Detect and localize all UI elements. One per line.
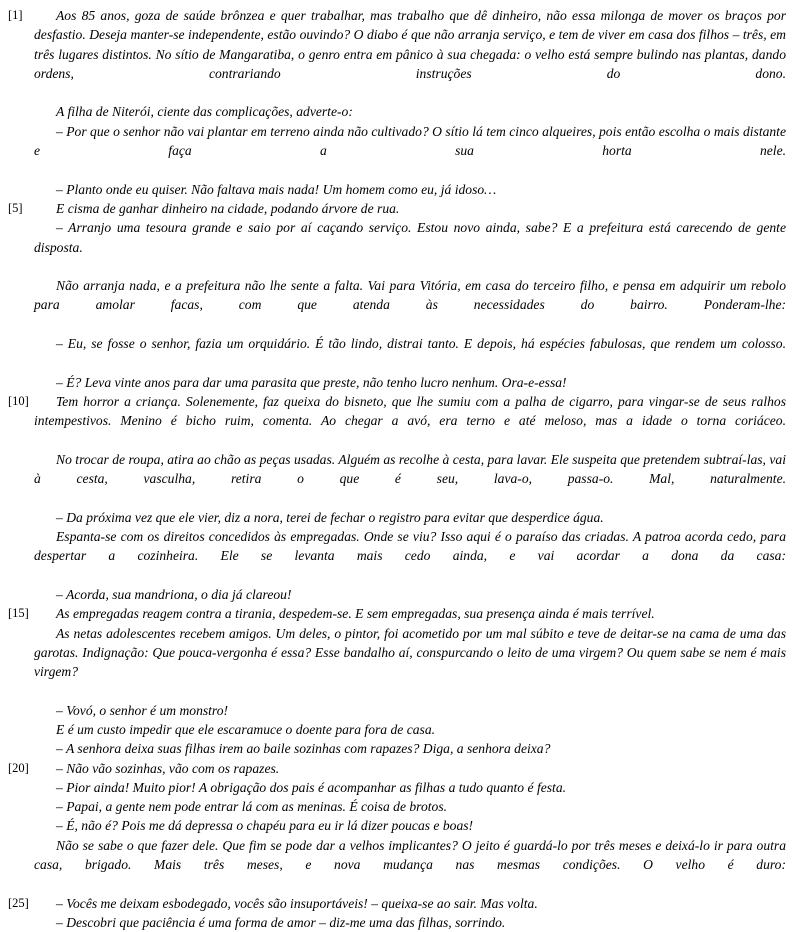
paragraph: Espanta-se com os direitos concedidos às empregadas. Onde se viu? Isso aqui é o paraíso das criadas. A patroa acorda cedo, para despertar a cozinheira. Ele se levanta mais cedo ainda, e vai acordar a dona da casa: bbox=[34, 529, 786, 564]
text-block bbox=[8, 508, 786, 527]
text-block bbox=[8, 218, 786, 276]
paragraph: – Eu, se fosse o senhor, fazia um orquidário. É tão lindo, distrai tanto. E depois, há espécies fabulosas, que rendem um colosso. bbox=[56, 336, 786, 352]
paragraph: – Papai, a gente nem pode entrar lá com as meninas. É coisa de brotos. bbox=[56, 799, 448, 815]
text-block bbox=[8, 759, 786, 778]
paragraph: Tem horror a criança. Solenemente, faz queixa do bisneto, que lhe sumiu com a palha de cigarro, para vingar-se de seus ralhos intempestivos. Menino é bicho ruim, comenta. Ao chegar a avó, era terno e até meloso, mas a idade o torna coriáceo. bbox=[34, 393, 786, 429]
paragraph: – Descobri que paciência é uma forma de amor – diz-me uma das filhas, sorrindo. bbox=[56, 914, 506, 930]
paragraph: – Pior ainda! Muito pior! A obrigação dos pais é acompanhar as filhas a tudo quanto é festa. bbox=[56, 779, 567, 795]
text-block bbox=[8, 199, 786, 218]
paragraph: Não se sabe o que fazer dele. Que fim se pode dar a velhos implicantes? O jeito é guardá-lo por três meses e deixá-lo ir para outra casa, brigado. Mais três meses, e nova mudança nas mesmas condições. O velho é duro: bbox=[34, 837, 786, 873]
text-block bbox=[8, 797, 786, 816]
line-number: [20] bbox=[8, 760, 29, 775]
text-block bbox=[8, 739, 786, 758]
text-block bbox=[8, 836, 786, 894]
paragraph: – Planto onde eu quiser. Não faltava mais nada! Um homem como eu, já idoso… bbox=[56, 181, 497, 197]
text-block bbox=[8, 585, 786, 604]
paragraph: – Da próxima vez que ele vier, diz a nora, terei de fechar o registro para evitar que desperdice água. bbox=[56, 509, 604, 525]
text-block bbox=[8, 778, 786, 797]
paragraph: – É, não é? Pois me dá depressa o chapéu para eu ir lá dizer poucas e boas! bbox=[56, 818, 474, 834]
text-block bbox=[8, 913, 786, 932]
text-block bbox=[8, 122, 786, 180]
text-block bbox=[8, 527, 786, 585]
text-block bbox=[8, 624, 786, 701]
line-number: [1] bbox=[8, 8, 23, 22]
paragraph: Aos 85 anos, goza de saúde brônzea e quer trabalhar, mas trabalho que dê dinheiro, não essa milonga de mover os braços por desfastio. Deseja manter-se independente, estão ouvindo? O diabo é que não arranja serviço, e tem de viver em casa dos filhos – três, em três lugares distintos. No sítio de Mangaratiba, o genro entra em pânico à sua chegada: o velho está sempre bulindo nas plantas, dando ordens, contrariando instruções do dono. bbox=[34, 8, 786, 81]
paragraph: As netas adolescentes recebem amigos. Um deles, o pintor, foi acometido por um mal súbito e teve de deitar-se na cama de uma das garotas. Indignação: Que pouca-vergonha é essa? Esse bandalho aí, conspurcando o leito de uma virgem? Ou quem sabe se nem é mais virgem? bbox=[34, 625, 786, 680]
text-block bbox=[8, 276, 786, 334]
paragraph: – Vovó, o senhor é um monstro! bbox=[56, 702, 229, 718]
paragraph: – Vocês me deixam esbodegado, vocês são insuportáveis! – queixa-se ao sair. Mas volta. bbox=[56, 895, 538, 911]
text-block bbox=[8, 450, 786, 508]
paragraph: – Não vão sozinhas, vão com os rapazes. bbox=[56, 760, 280, 776]
line-number: [25] bbox=[8, 895, 29, 910]
paragraph: Não arranja nada, e a prefeitura não lhe sente a falta. Vai para Vitória, em casa do terceiro filho, e pensa em adquirir um rebolo para amolar facas, com que atenda às necessidades do bairro. Ponderam-lhe: bbox=[34, 278, 786, 313]
text-block bbox=[8, 816, 786, 835]
text-block bbox=[8, 392, 786, 450]
line-number: [10] bbox=[8, 393, 29, 408]
paragraph: A filha de Niterói, ciente das complicações, adverte-o: bbox=[56, 104, 353, 120]
text-block bbox=[8, 701, 786, 720]
paragraph: – Por que o senhor não vai plantar em terreno ainda não cultivado? O sítio lá tem cinco alqueires, pois então escolha o mais distante e faça a sua horta nele. bbox=[34, 123, 786, 159]
paragraph: – A senhora deixa suas filhas irem ao baile sozinhas com rapazes? Diga, a senhora deixa? bbox=[56, 741, 551, 757]
paragraph: – É? Leva vinte anos para dar uma parasita que preste, não tenho lucro nenhum. Ora-e-essa! bbox=[56, 374, 567, 390]
document-body bbox=[8, 6, 786, 932]
paragraph: E cisma de ganhar dinheiro na cidade, podando árvore de rua. bbox=[56, 200, 400, 216]
paragraph: – Arranjo uma tesoura grande e saio por aí caçando serviço. Estou novo ainda, sabe? E a prefeitura está carecendo de gente disposta. bbox=[34, 220, 786, 255]
paragraph: – Acorda, sua mandriona, o dia já clareou! bbox=[56, 586, 292, 602]
text-block bbox=[8, 180, 786, 199]
text-block bbox=[8, 6, 786, 102]
text-block bbox=[8, 373, 786, 392]
text-block bbox=[8, 102, 786, 121]
text-block bbox=[8, 894, 786, 913]
line-number: [5] bbox=[8, 200, 23, 215]
text-block bbox=[8, 604, 786, 623]
line-number: [15] bbox=[8, 606, 29, 621]
text-block bbox=[8, 334, 786, 373]
paragraph: E é um custo impedir que ele escaramuce o doente para fora de casa. bbox=[56, 721, 436, 737]
paragraph: As empregadas reagem contra a tirania, despedem-se. E sem empregadas, sua presença ainda é mais terrível. bbox=[56, 606, 655, 622]
paragraph: No trocar de roupa, atira ao chão as peças usadas. Alguém as recolhe à cesta, para lavar. Ele suspeita que pretendem subtraí-las, vai à cesta, vasculha, retira o que é seu, lava-o, passa-o. Mal, naturalmente. bbox=[34, 451, 786, 487]
